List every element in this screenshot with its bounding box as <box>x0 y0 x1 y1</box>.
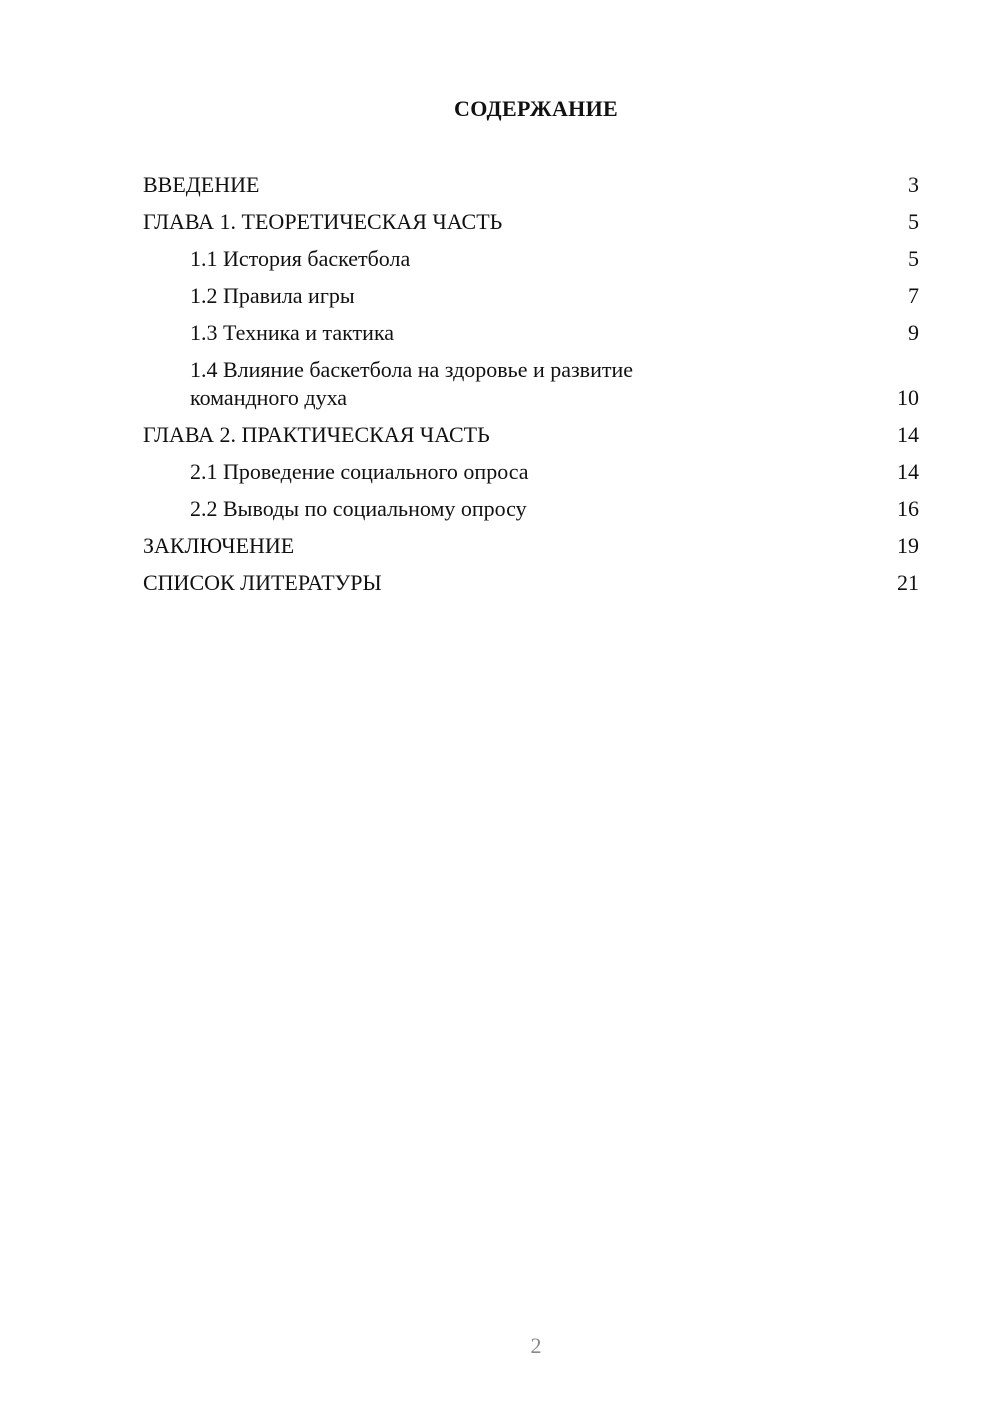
toc-entry-page: 14 <box>897 459 919 484</box>
toc-entry-introduction <box>143 171 919 199</box>
toc-entry-page: 21 <box>897 570 919 595</box>
toc-entry-label: 2.2 Выводы по социальному опросу <box>190 496 527 521</box>
toc-entry-section-2-2 <box>143 495 919 523</box>
toc-entry-chapter-2 <box>143 421 919 449</box>
toc-entry-label: 1.3 Техника и тактика <box>190 320 395 345</box>
toc-entry-label: 1.1 История баскетбола <box>190 246 411 271</box>
toc-entry-label: 1.4 Влияние баскетбола на здоровье и развитие командного духа <box>190 357 633 410</box>
toc-entry-page: 3 <box>908 172 919 197</box>
toc-entry-section-1-4 <box>143 356 919 412</box>
toc-entry-label: 1.2 Правила игры <box>190 283 355 308</box>
toc-entry-label: СПИСОК ЛИТЕРАТУРЫ <box>143 570 382 595</box>
toc-entry-label: ВВЕДЕНИЕ <box>143 172 260 197</box>
toc-entry-label: ЗАКЛЮЧЕНИЕ <box>143 533 295 558</box>
page-title: СОДЕРЖАНИЕ <box>454 96 618 121</box>
toc-entry-page: 19 <box>897 533 919 558</box>
toc-entry-label: ГЛАВА 2. ПРАКТИЧЕСКАЯ ЧАСТЬ <box>143 422 490 447</box>
toc-entry-page: 9 <box>908 320 919 345</box>
toc-entry-label: 2.1 Проведение социального опроса <box>190 459 529 484</box>
toc-entry-page: 5 <box>908 209 919 234</box>
toc-entry-page: 16 <box>897 496 919 521</box>
toc-entry-references <box>143 569 919 597</box>
toc-entry-chapter-1 <box>143 208 919 236</box>
toc-entry-page: 5 <box>908 246 919 271</box>
toc-entry-section-2-1 <box>143 458 919 486</box>
toc-entry-label: ГЛАВА 1. ТЕОРЕТИЧЕСКАЯ ЧАСТЬ <box>143 209 503 234</box>
page-number: 2 <box>530 1333 542 1358</box>
toc-entry-section-1-3 <box>143 319 919 347</box>
toc-entry-page: 7 <box>908 283 919 308</box>
toc-entry-section-1-1 <box>143 245 919 273</box>
toc-entry-page: 10 <box>897 385 919 410</box>
table-of-contents <box>143 171 919 606</box>
toc-entry-conclusion <box>143 532 919 560</box>
toc-entry-section-1-2 <box>143 282 919 310</box>
toc-entry-page: 14 <box>897 422 919 447</box>
